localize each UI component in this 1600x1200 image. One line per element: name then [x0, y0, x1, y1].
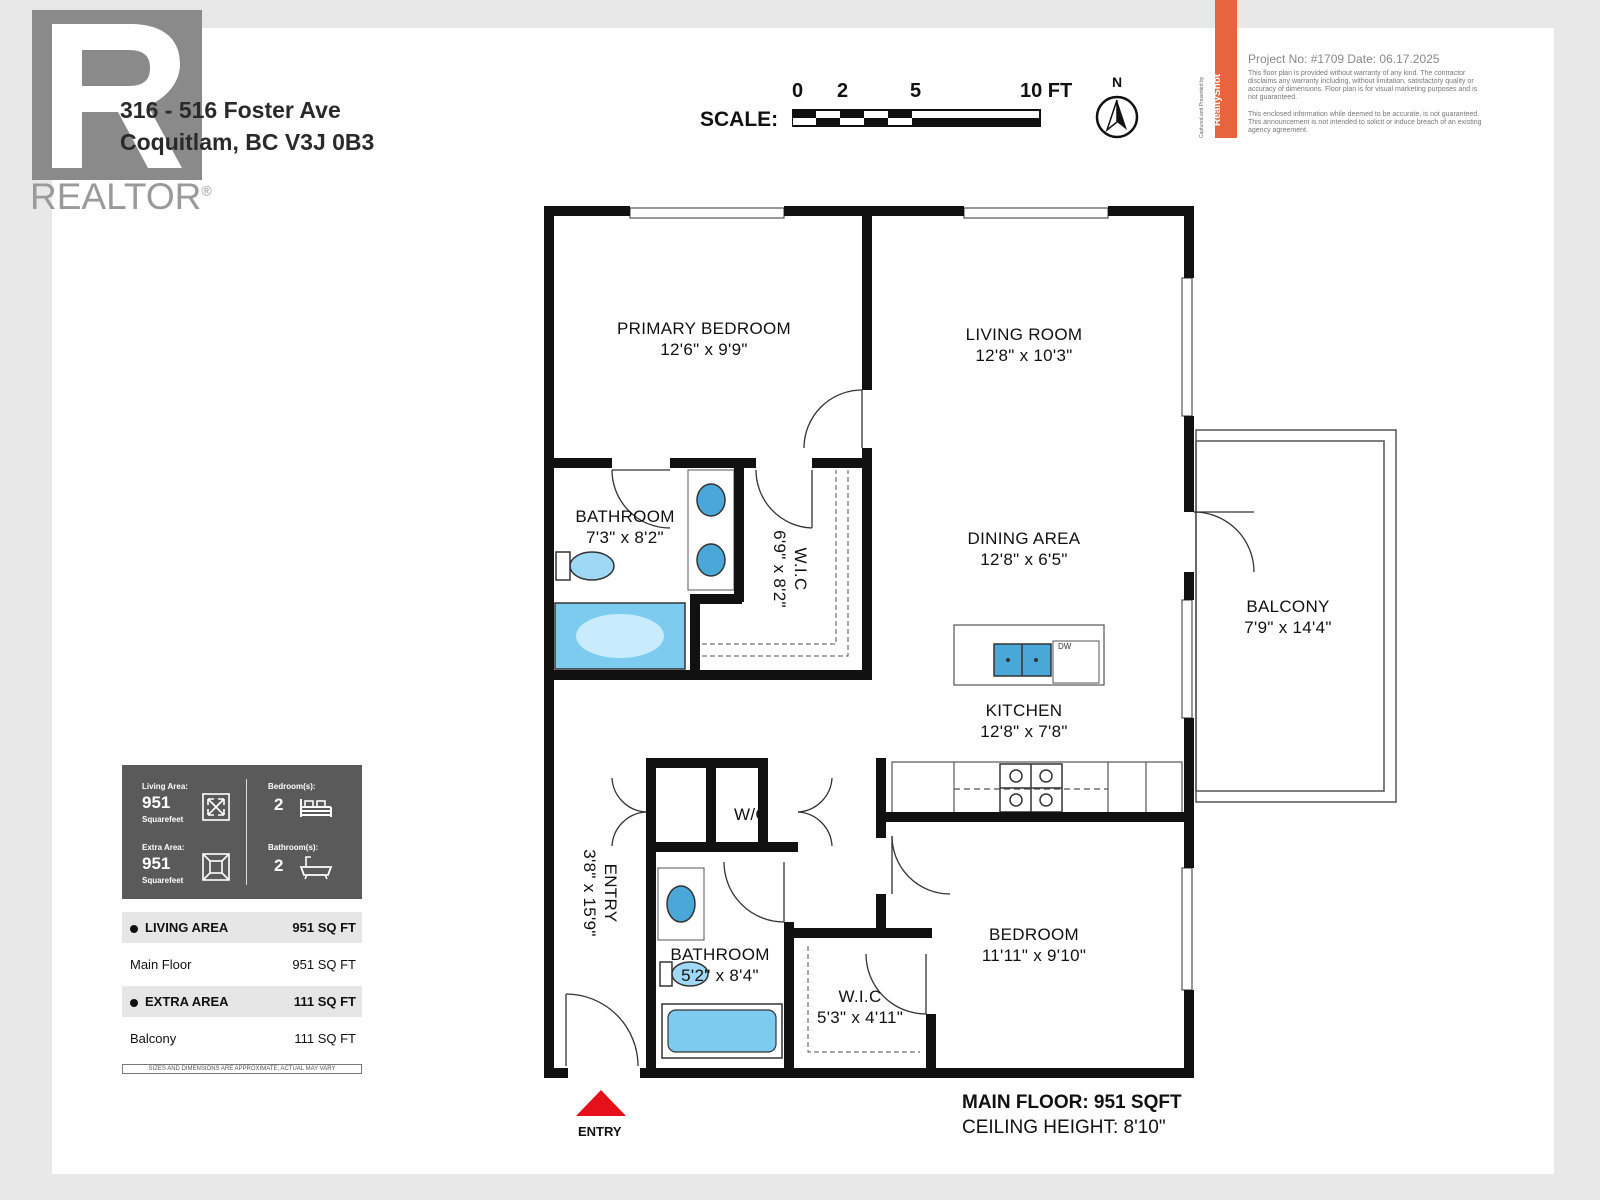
north-label: N — [1112, 74, 1123, 90]
room-primary-bedroom: PRIMARY BEDROOM 12'6" x 9'9" — [617, 319, 791, 359]
expand-icon — [202, 853, 230, 881]
kitchen-sink-icon — [994, 644, 1051, 676]
bedrooms-label: Bedroom(s): — [268, 782, 316, 791]
dishwasher-label: DW — [1058, 642, 1072, 651]
extra-area-label: Extra Area: — [142, 843, 185, 852]
extra-area-value: 951 — [142, 854, 171, 873]
scale-tick-10: 10 FT — [1020, 80, 1073, 102]
room-wic-2: W.I.C 5'3" x 4'11" — [816, 987, 904, 1027]
stats-card — [122, 765, 362, 899]
bedrooms-value: 2 — [274, 795, 284, 814]
captured-by-text: Captured and Presented by — [1199, 76, 1205, 138]
expand-icon — [202, 793, 230, 821]
room-dining-area: DINING AREA 12'8" x 6'5" — [967, 529, 1081, 569]
balcony-row: Balcony 111 SQ FT — [130, 1031, 356, 1046]
living-area-unit: Squarefeet — [142, 815, 184, 824]
room-bedroom: BEDROOM 11'11" x 9'10" — [981, 925, 1087, 965]
room-bathroom-2: BATHROOM 5'2" x 8'4" — [670, 945, 770, 985]
ceiling-height: CEILING HEIGHT: 8'10" — [962, 1117, 1166, 1138]
bathrooms-value: 2 — [274, 856, 284, 875]
scale-label: SCALE: — [700, 108, 779, 131]
realtor-wordmark: REALTOR® — [30, 176, 212, 217]
room-bathroom-1: BATHROOM 7'3" x 8'2" — [575, 507, 675, 547]
living-area-label: Living Area: — [142, 782, 188, 791]
room-wc: W/C — [734, 805, 768, 824]
bed-icon — [298, 793, 334, 821]
extra-area-row: EXTRA AREA 111 SQ FT — [122, 986, 362, 1017]
sink-icon — [658, 868, 704, 940]
area-table — [122, 912, 362, 1060]
entry-label: ENTRY — [578, 1124, 622, 1139]
room-living-room: LIVING ROOM 12'8" x 10'3" — [965, 325, 1083, 365]
bathrooms-label: Bathroom(s): — [268, 843, 319, 852]
bullet-icon — [130, 999, 138, 1007]
main-floor-total: MAIN FLOOR: 951 SQFT — [962, 1092, 1182, 1113]
bathtub-icon — [298, 853, 334, 881]
scale-tick-5: 5 — [910, 80, 922, 102]
scale-tick-2: 2 — [837, 80, 849, 102]
address-line-1: 316 - 516 Foster Ave — [120, 97, 341, 123]
room-wic-1: W.I.C 6'9" x 8'2" — [770, 530, 810, 608]
address-line-2: Coquitlam, BC V3J 0B3 — [120, 129, 375, 155]
main-floor-row: Main Floor 951 SQ FT — [130, 957, 356, 972]
scale-tick-0: 0 — [792, 80, 804, 102]
sink-icon — [688, 470, 734, 590]
toilet-icon — [556, 552, 614, 580]
realtyshot-brand: RealtyShot — [1212, 73, 1223, 127]
extra-area-unit: Squarefeet — [142, 876, 184, 885]
living-area-value: 951 — [142, 793, 171, 812]
card-divider — [246, 779, 247, 885]
disclaimer-text-1: This floor plan is provided without warranty of any kind. The contractor disclaims any warranty including, without limitation, satisfactory quality or accuracy of dimensions. Floor plan is for visual marketing purposes and is not guaranteed. — [1248, 70, 1478, 101]
bathtub-icon — [555, 603, 685, 669]
room-entry: ENTRY 3'8" x 15'9" — [580, 849, 620, 937]
disclaimer-text-2: This enclosed information while deemed to be accurate, is not guaranteed. This announcement is not intended to solicit or induce breach of an existing agency agreement. — [1248, 111, 1482, 134]
living-area-row: LIVING AREA 951 SQ FT — [122, 912, 362, 943]
room-balcony: BALCONY 7'9" x 14'4" — [1244, 597, 1332, 637]
floor-summary — [962, 1090, 1182, 1140]
dimensions-note: SIZES AND DIMENSIONS ARE APPROXIMATE, ACTUAL MAY VARY — [122, 1064, 362, 1074]
project-info: Project No: #1709 Date: 06.17.2025 — [1248, 52, 1440, 66]
entry-arrow-icon — [576, 1090, 626, 1116]
bathtub-icon — [662, 1004, 782, 1058]
stove-icon — [1000, 764, 1062, 812]
bullet-icon — [130, 925, 138, 933]
room-kitchen: KITCHEN 12'8" x 7'8" — [980, 701, 1068, 741]
